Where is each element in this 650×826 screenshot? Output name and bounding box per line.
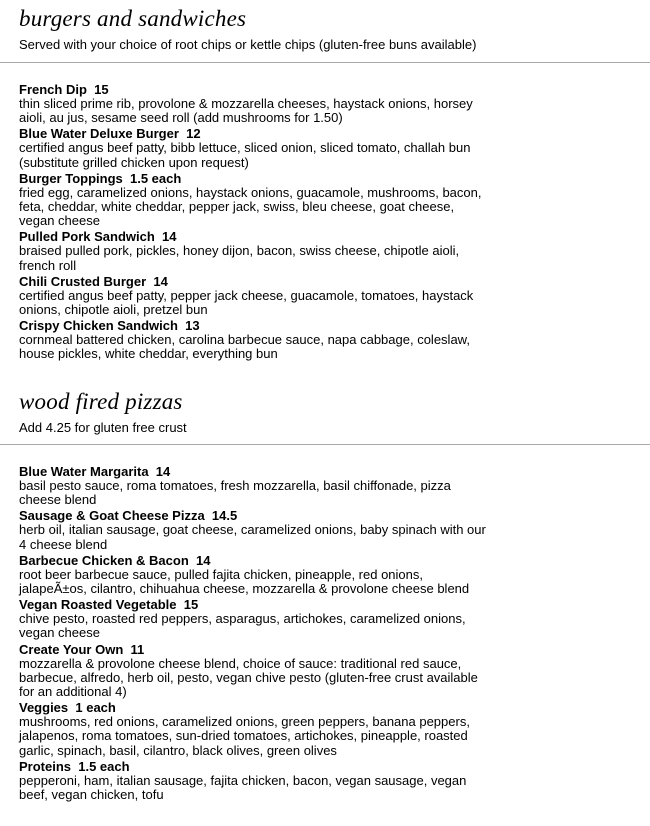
menu-item-name: French Dip <box>19 82 87 97</box>
menu-item-name: Create Your Own <box>19 641 124 657</box>
menu-item-description: mozzarella & provolone cheese blend, choice of sauce: traditional red sauce, barbecue, alfredo, herb oil, pesto, vegan chive pesto (gluten-free crust available for an additional 4) <box>19 655 478 700</box>
menu-item-price: 14 <box>155 464 171 479</box>
menu-list-burgers <box>19 83 519 364</box>
menu-item-name: Veggies <box>19 700 69 716</box>
menu-item-description: thin sliced prime rib, provolone & mozzarella cheeses, haystack onions, horsey aioli, au jus, sesame seed roll (add mushrooms for 1.50) <box>19 96 473 126</box>
section-divider <box>0 62 650 63</box>
menu-item-price: 11 <box>130 641 145 657</box>
menu-item <box>19 598 519 640</box>
menu-item-header <box>19 643 519 657</box>
menu-item-price: 1.5 each <box>78 758 130 774</box>
menu-item-name: Barbecue Chicken & Bacon <box>19 552 189 568</box>
menu-item-description: fried egg, caramelized onions, haystack onions, guacamole, mushrooms, bacon, feta, cheddar, white cheddar, pepper jack, swiss, bleu cheese, goat cheese, vegan cheese <box>19 184 482 229</box>
section-subtitle-pizzas: Add 4.25 for gluten free crust <box>19 420 187 435</box>
menu-item <box>19 643 519 700</box>
menu-item-name: Pulled Pork Sandwich <box>19 229 155 245</box>
menu-item-description: herb oil, italian sausage, goat cheese, caramelized onions, baby spinach with our 4 cheese blend <box>19 522 486 552</box>
menu-item-description: basil pesto sauce, roma tomatoes, fresh mozzarella, basil chiffonade, pizza cheese blend <box>19 478 451 508</box>
menu-item <box>19 127 519 169</box>
menu-item-header <box>19 83 519 97</box>
menu-item-header <box>19 509 519 523</box>
menu-item <box>19 465 519 507</box>
menu-item <box>19 554 519 596</box>
menu-item <box>19 172 519 229</box>
menu-item <box>19 701 519 758</box>
menu-item-description: chive pesto, roasted red peppers, asparagus, artichokes, caramelized onions, vegan cheese <box>19 611 466 641</box>
menu-item-description: cornmeal battered chicken, carolina barbecue sauce, napa cabbage, coleslaw, house pickles, white cheddar, everything bun <box>19 332 470 362</box>
menu-item-description: pepperoni, ham, italian sausage, fajita chicken, bacon, vegan sausage, vegan beef, vegan chicken, tofu <box>19 772 467 803</box>
menu-item-header <box>19 465 519 479</box>
section-title-pizzas: wood fired pizzas <box>19 389 183 414</box>
menu-item-header <box>19 701 519 715</box>
menu-item-name: Crispy Chicken Sandwich <box>19 318 178 334</box>
menu-item-description: certified angus beef patty, bibb lettuce, sliced onion, sliced tomato, challah bun (substitute grilled chicken upon request) <box>19 140 471 170</box>
menu-item-name: Proteins <box>19 758 72 774</box>
menu-item <box>19 275 519 317</box>
menu-item-price: 14 <box>153 273 168 289</box>
menu-item-name: Burger Toppings <box>19 170 123 186</box>
menu-item-header <box>19 230 519 244</box>
menu-item-name: Blue Water Deluxe Burger <box>19 126 179 142</box>
section-title-burgers: burgers and sandwiches <box>19 6 247 31</box>
menu-item-price: 14.5 <box>211 508 238 524</box>
menu-item-price: 14 <box>196 552 211 568</box>
menu-item <box>19 319 519 361</box>
menu-item-name: Blue Water Margarita <box>19 464 149 479</box>
menu-item <box>19 230 519 272</box>
menu-item-name: Sausage & Goat Cheese Pizza <box>19 508 205 524</box>
menu-item-header <box>19 319 519 333</box>
section-subtitle-burgers: Served with your choice of root chips or kettle chips (gluten-free buns available) <box>19 37 477 52</box>
menu-item-name: Chili Crusted Burger <box>19 273 147 289</box>
menu-item-description: braised pulled pork, pickles, honey dijon, bacon, swiss cheese, chipotle aioli, french roll <box>19 243 460 273</box>
menu-item-description: root beer barbecue sauce, pulled fajita chicken, pineapple, red onions, jalapeÃ±os, cilantro, chihuahua cheese, mozzarella & provolone cheese blend <box>19 566 470 597</box>
menu-item <box>19 509 519 551</box>
menu-item <box>19 760 519 802</box>
menu-item-header <box>19 275 519 289</box>
menu-item-price: 13 <box>185 318 200 334</box>
menu-item-header <box>19 172 519 186</box>
menu-item-description: certified angus beef patty, pepper jack cheese, guacamole, tomatoes, haystack onions, chipotle aioli, pretzel bun <box>19 287 474 318</box>
menu-item-header <box>19 127 519 141</box>
menu-item-price: 1.5 each <box>130 170 182 186</box>
menu-item-price: 14 <box>162 229 177 245</box>
menu-item-header <box>19 760 519 774</box>
menu-item-price: 1 each <box>75 700 116 716</box>
menu-item-price: 15 <box>183 597 199 613</box>
menu-item-name: Vegan Roasted Vegetable <box>19 597 177 613</box>
menu-item-price: 12 <box>186 126 201 142</box>
menu-item-price: 15 <box>94 82 109 97</box>
menu-item <box>19 83 519 125</box>
menu-item-description: mushrooms, red onions, caramelized onions, green peppers, banana peppers, jalapenos, roma tomatoes, sun-dried tomatoes, artichokes, pineapple, roasted garlic, spinach, basil, cilantro, black olives, green olives <box>19 714 470 758</box>
menu-item-header <box>19 554 519 568</box>
menu-item-header <box>19 598 519 612</box>
menu-list-pizzas <box>19 465 519 804</box>
section-divider <box>0 444 650 445</box>
